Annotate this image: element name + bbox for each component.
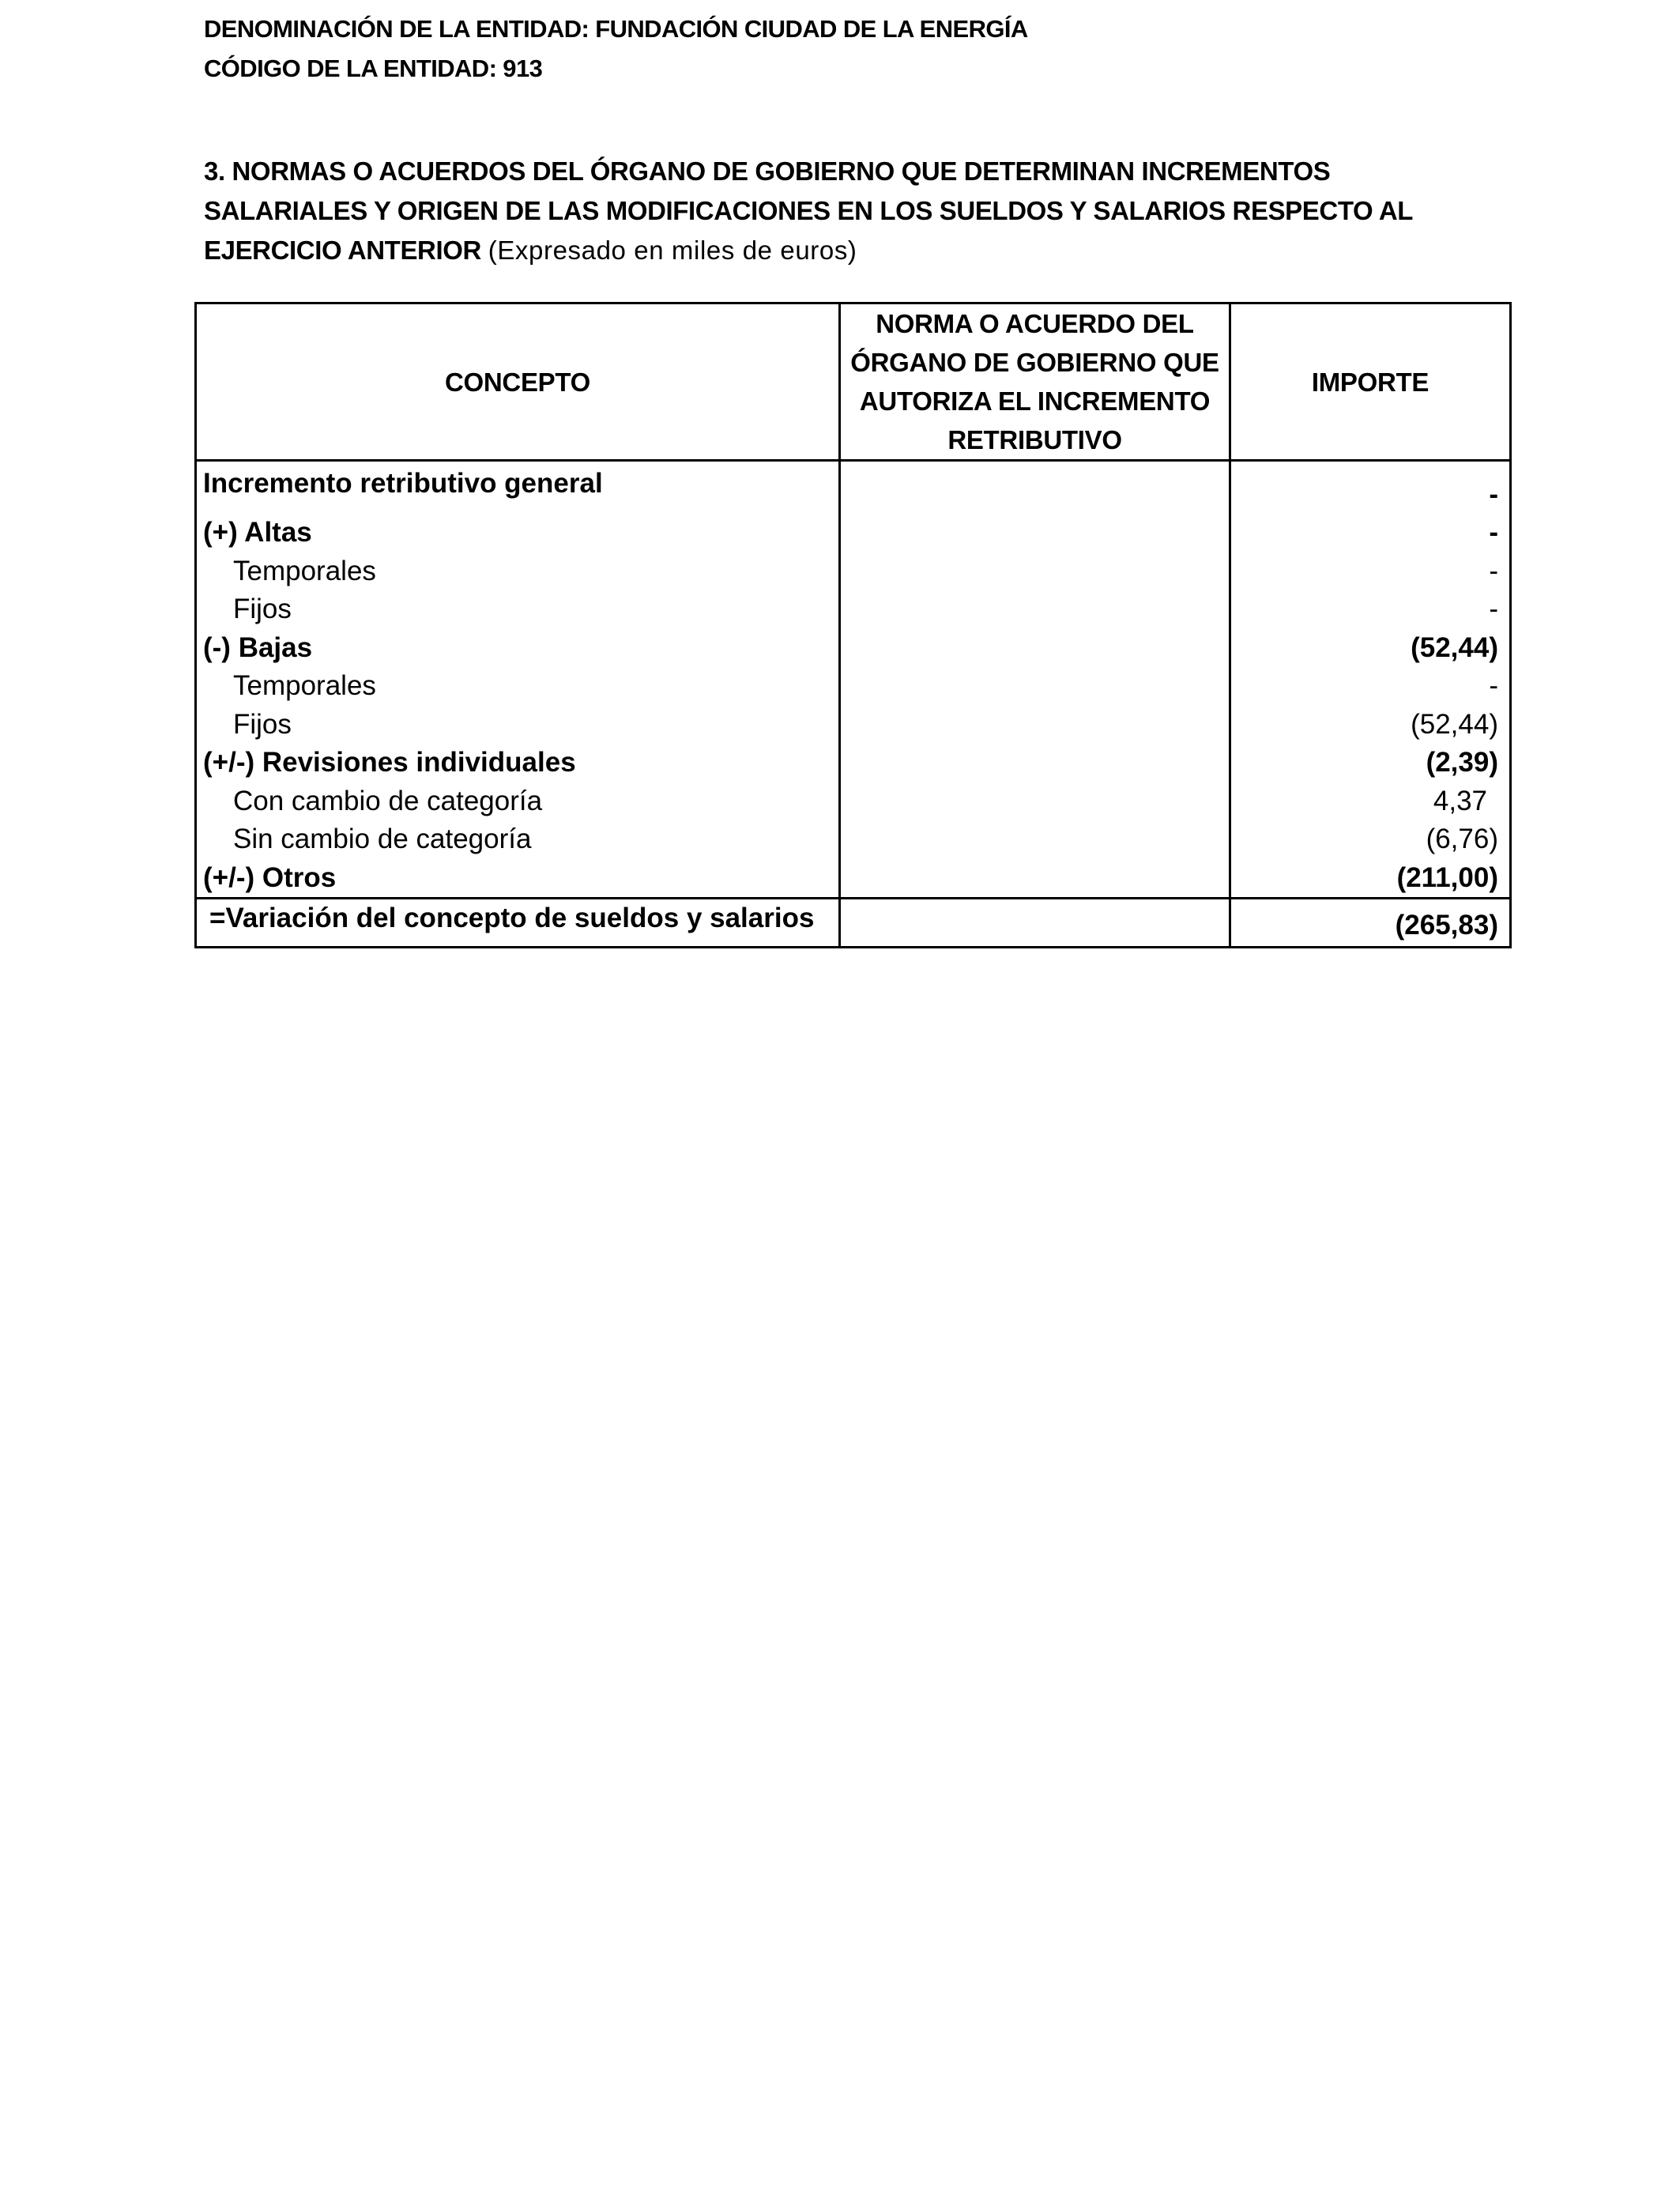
row-concept: Fijos <box>196 590 840 629</box>
table-row <box>196 820 1511 859</box>
unit-note: (Expresado en miles de euros) <box>488 236 857 265</box>
table-row <box>196 552 1511 591</box>
row-amount: (2,39) <box>1230 744 1511 782</box>
row-amount: - <box>1230 514 1511 552</box>
row-norma <box>840 782 1230 821</box>
row-norma <box>840 667 1230 706</box>
row-concept: Incremento retributivo general <box>196 461 840 515</box>
row-concept: Temporales <box>196 552 840 591</box>
row-amount: (52,44) <box>1230 706 1511 745</box>
salary-changes-table <box>194 302 1512 948</box>
row-norma <box>840 461 1230 515</box>
table-row <box>196 706 1511 745</box>
row-norma <box>840 590 1230 629</box>
row-amount: - <box>1230 590 1511 629</box>
row-concept: Temporales <box>196 667 840 706</box>
row-concept: Con cambio de categoría <box>196 782 840 821</box>
table-row <box>196 667 1511 706</box>
table-row <box>196 744 1511 782</box>
total-row <box>196 899 1511 948</box>
table-row <box>196 859 1511 899</box>
table-header-row <box>196 303 1511 461</box>
row-norma <box>840 514 1230 552</box>
section-title-text: 3. NORMAS O ACUERDOS DEL ÓRGANO DE GOBIERNO QUE DETERMINAN INCREMENTOS SALARIALES Y ORIGEN DE LAS MODIFICACIONES EN LOS SUELDOS Y SALARIOS RESPECTO AL EJERCICIO ANTERIOR <box>204 156 1413 265</box>
row-norma <box>840 552 1230 591</box>
row-norma <box>840 629 1230 668</box>
table-row <box>196 782 1511 821</box>
header-concepto: CONCEPTO <box>196 303 840 461</box>
row-concept: (+/-) Revisiones individuales <box>196 744 840 782</box>
row-norma <box>840 859 1230 899</box>
section-title <box>204 152 1500 270</box>
row-norma <box>840 820 1230 859</box>
document-header <box>204 9 1028 89</box>
row-concept: Fijos <box>196 706 840 745</box>
row-amount: (211,00) <box>1230 859 1511 899</box>
row-amount: (52,44) <box>1230 629 1511 668</box>
row-amount: - <box>1230 667 1511 706</box>
row-concept: (-) Bajas <box>196 629 840 668</box>
header-norma: NORMA O ACUERDO DEL ÓRGANO DE GOBIERNO QUE AUTORIZA EL INCREMENTO RETRIBUTIVO <box>840 303 1230 461</box>
table-row <box>196 461 1511 515</box>
total-amount: (265,83) <box>1230 899 1511 948</box>
row-concept: (+/-) Otros <box>196 859 840 899</box>
table-row <box>196 590 1511 629</box>
row-amount: (6,76) <box>1230 820 1511 859</box>
row-amount: - <box>1230 461 1511 515</box>
table-row <box>196 629 1511 668</box>
total-concept: =Variación del concepto de sueldos y salarios <box>196 899 840 948</box>
total-norma <box>840 899 1230 948</box>
row-concept: Sin cambio de categoría <box>196 820 840 859</box>
row-amount: - <box>1230 552 1511 591</box>
row-norma <box>840 744 1230 782</box>
header-importe: IMPORTE <box>1230 303 1511 461</box>
row-amount: 4,37 <box>1230 782 1511 821</box>
row-norma <box>840 706 1230 745</box>
entity-code: CÓDIGO DE LA ENTIDAD: 913 <box>204 55 543 82</box>
row-concept: (+) Altas <box>196 514 840 552</box>
entity-name: DENOMINACIÓN DE LA ENTIDAD: FUNDACIÓN CIUDAD DE LA ENERGÍA <box>204 15 1028 43</box>
table-row <box>196 514 1511 552</box>
